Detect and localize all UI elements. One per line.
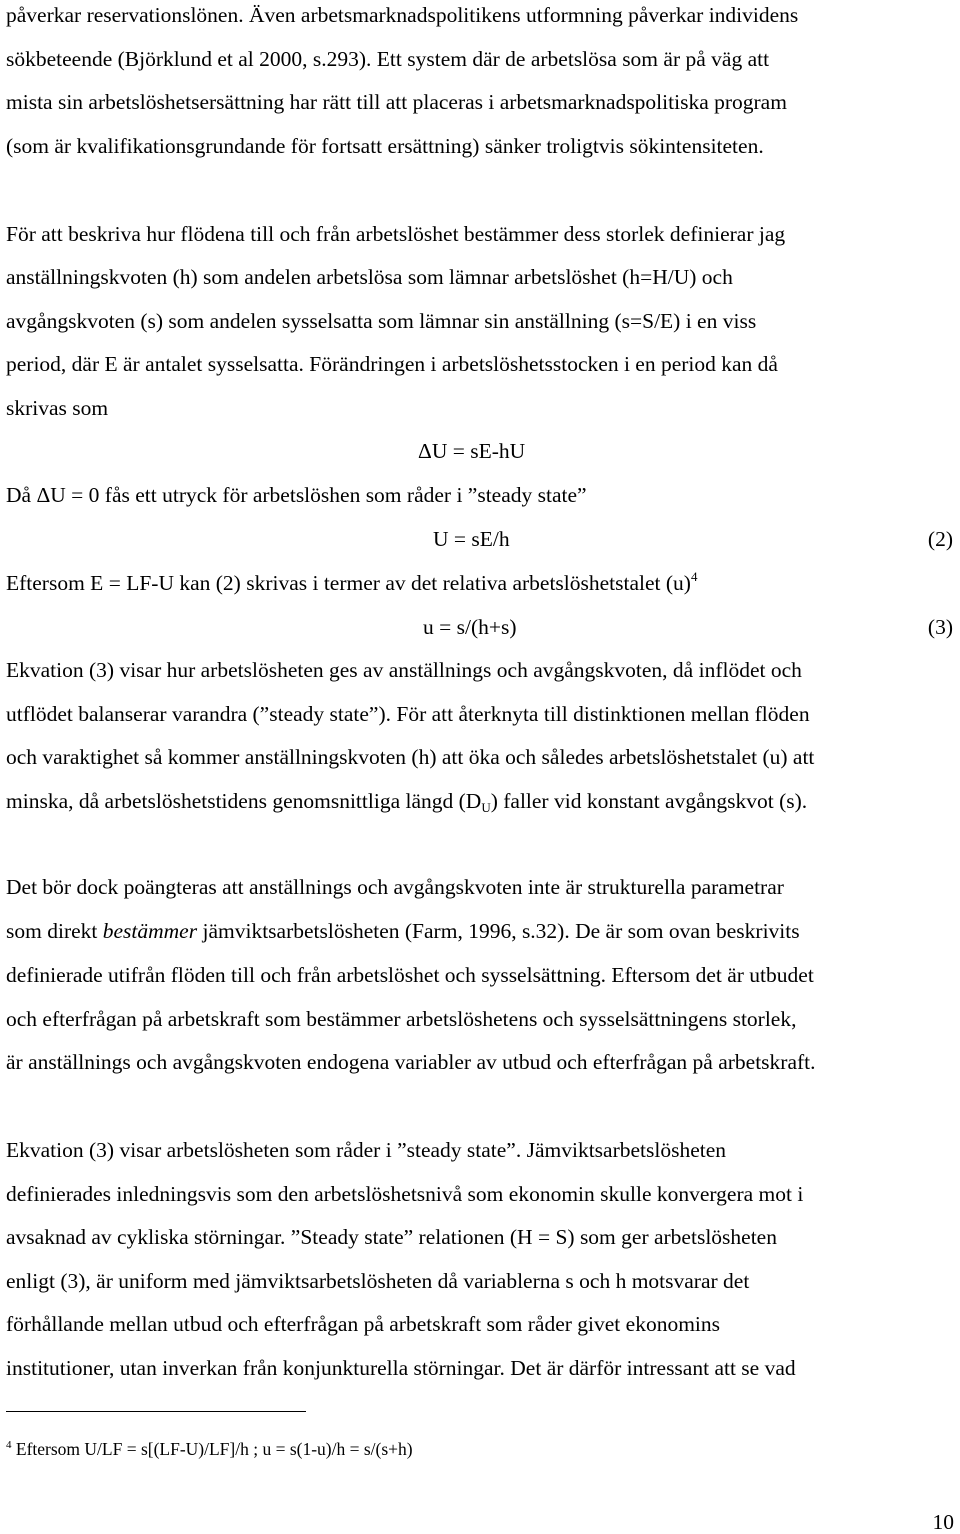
paragraph-5-line: förhållande mellan utbud och efterfrågan på arbetskraft som råder givet ekonomins xyxy=(6,1312,721,1336)
equation-3: u = s/(h+s) xyxy=(423,615,517,639)
paragraph-4-line: är anställnings och avgångskvoten endogena variabler av utbud och efterfrågan på arbetskraft. xyxy=(6,1050,816,1074)
eftersom-text: Eftersom E = LF-U kan (2) skrivas i termer av det relativa arbetslöshetstalet (u) xyxy=(6,571,691,595)
paragraph-4-line: Det bör dock poängteras att anställnings och avgångskvoten inte är strukturella parametrar xyxy=(6,875,784,899)
paragraph-2-line: avgångskvoten (s) som andelen sysselsatta som lämnar sin anställning (s=S/E) i en viss xyxy=(6,309,757,333)
paragraph-4-line: och efterfrågan på arbetskraft som bestämmer arbetslöshetens och sysselsättningens storlek, xyxy=(6,1007,797,1031)
paragraph-3-text: ) faller vid konstant avgångskvot (s). xyxy=(490,789,808,813)
paragraph-1-line: mista sin arbetslöshetsersättning har rätt till att placeras i arbetsmarknadspolitiska program xyxy=(6,90,787,114)
paragraph-5-line: Ekvation (3) visar arbetslösheten som råder i ”steady state”. Jämviktsarbetslösheten xyxy=(6,1138,727,1162)
paragraph-5-line: institutioner, utan inverkan från konjunkturella störningar. Det är därför intressant att se vad xyxy=(6,1356,796,1380)
paragraph-2-line: period, där E är antalet sysselsatta. Förändringen i arbetslöshetsstocken i en period kan då xyxy=(6,352,778,376)
emphasis: bestämmer xyxy=(102,919,198,943)
paragraph-4-text: jämviktsarbetslösheten (Farm, 1996, s.32). De är som ovan beskrivits xyxy=(197,919,800,943)
equation-2-number: (2) xyxy=(927,527,953,551)
paragraph-3-line: Ekvation (3) visar hur arbetslösheten ges av anställnings och avgångskvoten, då inflödet och xyxy=(6,658,802,682)
paragraph-4-line: definierade utifrån flöden till och från arbetslöshet och sysselsättning. Eftersom det är utbudet xyxy=(6,963,814,987)
equation-1: ΔU = sE-hU xyxy=(418,439,526,463)
paragraph-4-line xyxy=(6,918,800,944)
footnote-reference: 4 xyxy=(690,569,698,584)
equation-2: U = sE/h xyxy=(433,527,510,551)
paragraph-2-line: För att beskriva hur flödena till och från arbetslöshet bestämmer dess storlek definierar jag xyxy=(6,222,786,246)
paragraph-3-line: utflödet balanserar varandra (”steady state”). För att återknyta till distinktionen mellan flöden xyxy=(6,702,810,726)
page-number: 10 xyxy=(932,1510,954,1534)
paragraph-5-line: definierades inledningsvis som den arbetslöshetsnivå som ekonomin skulle konvergera mot i xyxy=(6,1182,804,1206)
eftersom-line xyxy=(6,570,697,596)
footnote-mark: 4 xyxy=(6,1439,12,1451)
paragraph-5-line: avsaknad av cykliska störningar. ”Steady state” relationen (H = S) som ger arbetslösheten xyxy=(6,1225,777,1249)
paragraph-3-text: minska, då arbetslöshetstidens genomsnittliga längd (D xyxy=(6,789,482,813)
footnote xyxy=(6,1438,413,1460)
paragraph-1-line: påverkar reservationslönen. Även arbetsmarknadspolitikens utformning påverkar individens xyxy=(6,3,799,27)
paragraph-5-line: enligt (3), är uniform med jämviktsarbetslösheten då variablerna s och h motsvarar det xyxy=(6,1269,750,1293)
steady-state-line: Då ΔU = 0 fås ett utryck för arbetslöshen som råder i ”steady state” xyxy=(6,483,587,507)
subscript: U xyxy=(481,800,491,815)
equation-3-number: (3) xyxy=(927,615,953,639)
paragraph-1-line: (som är kvalifikationsgrundande för fortsatt ersättning) sänker troligtvis sökintensiteten. xyxy=(6,134,764,158)
paragraph-3-line xyxy=(6,788,807,814)
paragraph-4-text: som direkt xyxy=(6,919,103,943)
paragraph-1-line: sökbeteende (Björklund et al 2000, s.293). Ett system där de arbetslösa som är på väg att xyxy=(6,47,770,71)
footnote-text: Eftersom U/LF = s[(LF-U)/LF]/h ; u = s(1-u)/h = s/(s+h) xyxy=(11,1439,413,1459)
paragraph-2-line: skrivas som xyxy=(6,396,109,420)
paragraph-2-line: anställningskvoten (h) som andelen arbetslösa som lämnar arbetslöshet (h=H/U) och xyxy=(6,265,733,289)
paragraph-3-line: och varaktighet så kommer anställningskvoten (h) att öka och således arbetslöshetstalet (u) att xyxy=(6,745,815,769)
footnote-separator xyxy=(6,1411,306,1412)
